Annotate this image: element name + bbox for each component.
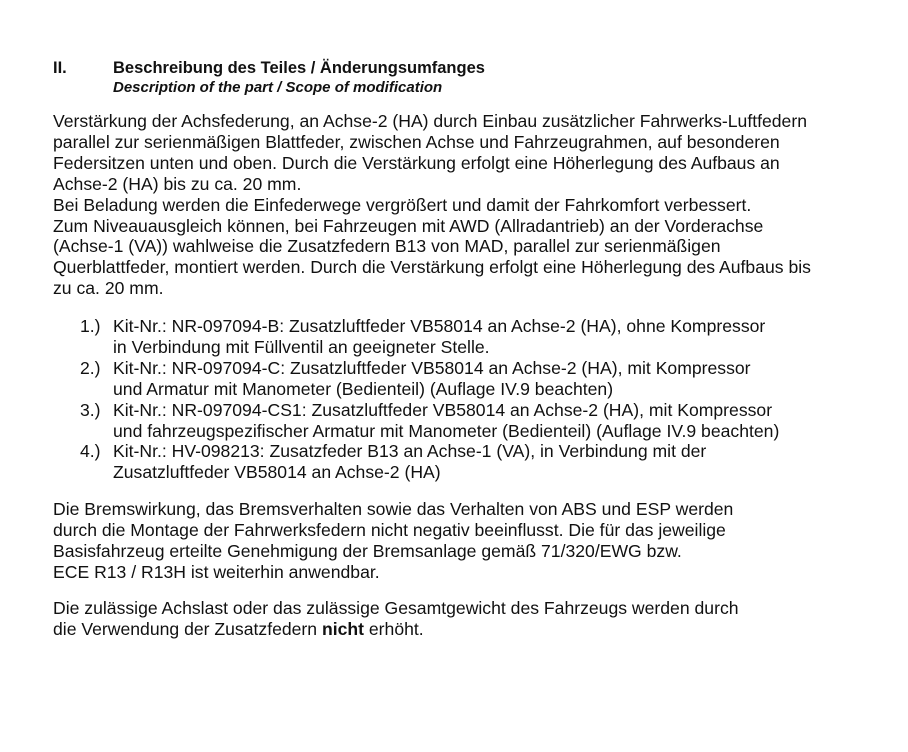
text-line: Die Bremswirkung, das Bremsverhalten sowie das Verhalten von ABS und ESP werden (53, 499, 734, 519)
list-item (80, 441, 779, 483)
text-line: Achse-2 (HA) bis zu ca. 20 mm. (53, 173, 302, 194)
section-subtitle: Description of the part / Scope of modification (113, 79, 443, 96)
text-line: Kit-Nr.: NR-097094-C: Zusatzluftfeder VB58014 an Achse-2 (HA), mit Kompressor (113, 357, 751, 378)
section-title: Beschreibung des Teiles / Änderungsumfanges (113, 59, 485, 77)
text-line: Kit-Nr.: NR-097094-CS1: Zusatzluftfeder VB58014 an Achse-2 (HA), mit Kompressor (113, 399, 773, 420)
text-line: Federsitzen unten und oben. Durch die Verstärkung erfolgt eine Höherlegung des Aufbaus an (53, 152, 780, 173)
text-line: durch die Montage der Fahrwerksfedern nicht negativ beeinflusst. Die für das jeweilige (53, 519, 726, 540)
item-number: 4.) (80, 441, 101, 462)
text-run: erhöht. (364, 618, 424, 639)
text-run: die Verwendung der Zusatzfedern (53, 618, 322, 639)
item-number: 3.) (80, 399, 101, 420)
text-line: Querblattfeder, montiert werden. Durch die Verstärkung erfolgt eine Höherlegung des Aufbaus bis (53, 257, 811, 278)
list-item (80, 400, 779, 442)
paragraph-brakes (53, 499, 733, 583)
text-line: in Verbindung mit Füllventil an geeigneter Stelle. (113, 336, 490, 357)
text-line: parallel zur serienmäßigen Blattfeder, zwischen Achse und Fahrzeugrahmen, auf besonderen (53, 131, 780, 152)
kit-list (80, 316, 779, 483)
text-line (53, 619, 739, 640)
text-line: und fahrzeugspezifischer Armatur mit Manometer (Bedienteil) (Auflage IV.9 beachten) (113, 420, 780, 441)
text-line: Zusatzluftfeder VB58014 an Achse-2 (HA) (113, 462, 441, 483)
text-line: zu ca. 20 mm. (53, 278, 164, 299)
text-line: Zum Niveauausgleich können, bei Fahrzeugen mit AWD (Allradantrieb) an der Vorderachse (53, 215, 764, 236)
text-line: Die zulässige Achslast oder das zulässige Gesamtgewicht des Fahrzeugs werden durch (53, 598, 739, 618)
emphasis-nicht: nicht (321, 618, 364, 639)
text-line: Verstärkung der Achsfederung, an Achse-2 (HA) durch Einbau zusätzlicher Fahrwerks-Luftfedern (53, 111, 807, 131)
item-number: 1.) (80, 316, 101, 336)
text-line: Kit-Nr.: HV-098213: Zusatzfeder B13 an Achse-1 (VA), in Verbindung mit der (113, 441, 707, 462)
paragraph-description (53, 111, 811, 299)
text-line: Kit-Nr.: NR-097094-B: Zusatzluftfeder VB58014 an Achse-2 (HA), ohne Kompressor (113, 316, 766, 336)
item-number: 2.) (80, 357, 101, 378)
text-line: (Achse-1 (VA)) wahlweise die Zusatzfedern B13 von MAD, parallel zur serienmäßigen (53, 236, 721, 257)
list-item (80, 358, 779, 400)
text-line: ECE R13 / R13H ist weiterhin anwendbar. (53, 561, 380, 582)
paragraph-axle-load (53, 598, 739, 640)
section-number: II. (53, 59, 67, 77)
text-line: Basisfahrzeug erteilte Genehmigung der Bremsanlage gemäß 71/320/EWG bzw. (53, 540, 682, 561)
list-item (80, 316, 779, 358)
text-line: und Armatur mit Manometer (Bedienteil) (Auflage IV.9 beachten) (113, 378, 614, 399)
text-line: Bei Beladung werden die Einfederwege vergrößert und damit der Fahrkomfort verbessert. (53, 194, 752, 215)
